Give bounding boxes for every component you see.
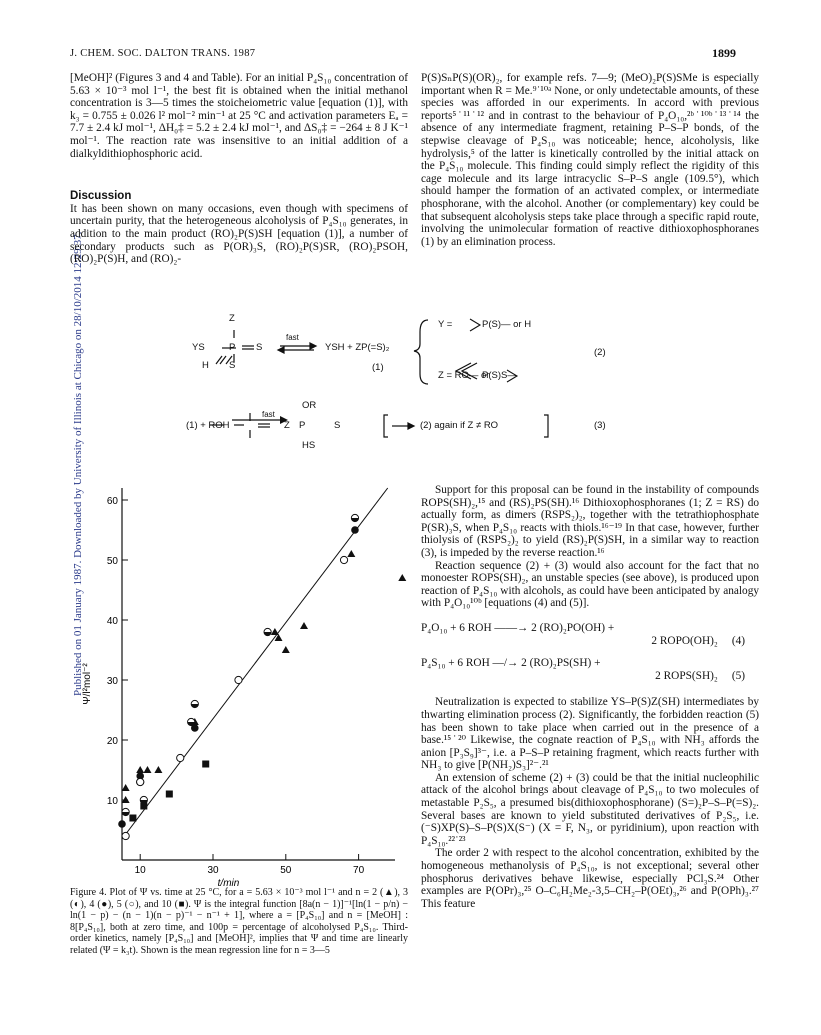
journal-header: J. CHEM. SOC. DALTON TRANS. 1987 xyxy=(70,48,256,59)
triangle-point xyxy=(282,646,290,653)
equation-number: (5) xyxy=(731,669,745,682)
scheme-or: OR xyxy=(302,400,317,411)
paragraph: Neutralization is expected to stabilize YS–P(S)Z(SH) intermediates by thwarting elimination process (2). Significantly, the forbidden reaction (5) has been shown to take place when carried out in the presence of a base.¹⁵˙²⁰ Likewise, the cognate reaction of P₄S₁₀ with NH₃ affords the anion [P₃S₉]³⁻, i.e. a P–S–P retaining fragment, which reacts further with NH₃ to give [P(NH₂)S₃]²⁻.²¹ xyxy=(421,696,759,772)
open-circle-point xyxy=(122,832,129,839)
scheme-s3: S xyxy=(334,420,341,431)
equation-number: (4) xyxy=(731,634,745,647)
filled-circle-point xyxy=(118,820,126,828)
equation-line: P₄S₁₀ + 6 ROH —/→ 2 (RO)₂PS(SH) + xyxy=(421,657,601,670)
scheme-p2: P xyxy=(299,420,306,431)
triangle-point xyxy=(143,766,151,773)
y-tick-label: 20 xyxy=(106,736,118,747)
equation-number: (2) xyxy=(594,347,606,358)
regression-line xyxy=(122,488,388,839)
y-tick-label: 50 xyxy=(106,556,118,567)
y-tick-label: 60 xyxy=(106,496,118,507)
scheme-ys: YS xyxy=(192,342,205,353)
paragraph: P(S)SₙP(S)(OR)₂, for example refs. 7—9; (MeO)₂P(S)SMe is especially important when R = Me.⁹˙¹⁰ᵃ None, or only undetectable amounts, of these species was afforded in our experiments. In accord with previous reports⁵˙¹¹˙¹² and in contrast to the behaviour of P₄O₁₀,²ᵇ˙¹⁰ᵇ˙¹³˙¹⁴ the absence of any intermediate fragment, retaining P–S–P bonds, of the stepwise cleavage of P₄S₁₀ was noticeable; hence, alcoholysis, like hydrolysis,⁵ of the latter is kinetically controlled by the initial attack on the P₄S₁₀ molecule. This finding could simply reflect the rigidity of this cage molecule and its large intracyclic S–P–S angle (109.5°), which should hamper the formation of an activated complex, or intermediate phosphorane, with the alcohol. Another (or complementary) key could be that subsequent alcoholysis steps take place through a specific rapid route, involving the unimolecular formation of reactive dithioxophosphoranes (1) by an elimination process. xyxy=(421,72,759,248)
equation-number: (3) xyxy=(594,420,606,431)
triangle-point xyxy=(154,766,162,773)
equation-line: P₄O₁₀ + 6 ROH ——→ 2 (RO)₂PO(OH) + xyxy=(421,621,615,634)
y-definition: Y = xyxy=(438,319,453,330)
triangle-point xyxy=(275,634,283,641)
scheme-lines xyxy=(170,318,790,468)
triangle-point xyxy=(398,574,406,581)
x-axis-label: t/min xyxy=(217,878,240,889)
open-circle-point xyxy=(177,754,184,761)
square-point xyxy=(129,815,136,822)
compound-label: (1) xyxy=(372,362,384,373)
filled-circle-point xyxy=(191,724,199,732)
scheme-z: Z xyxy=(229,313,235,324)
left-column xyxy=(70,72,408,266)
figure-4-chart xyxy=(70,480,410,890)
x-tick-label: 10 xyxy=(134,865,146,876)
right-column-bottom xyxy=(421,484,759,910)
x-tick-label: 30 xyxy=(207,865,219,876)
equation-line xyxy=(421,670,759,683)
paragraph: [MeOH]² (Figures 3 and 4 and Table). For an initial P₄S₁₀ concentration of 5.63 × 10⁻³ mol l⁻¹, the best fit is obtained when the initial methanol concentration is 3—5 times the stoicheiometric value [equation (1)], with k₃ = 0.755 ± 0.026 l² mol⁻² min⁻¹ at 25 °C and activation parameters Eₐ = 7.7 ± 2.4 kJ mol⁻¹, ΔH₀‡ = 5.2 ± 2.4 kJ mol⁻¹, and ΔS₀‡ = −264 ± 8 J K⁻¹ mol⁻¹. The reaction rate was insensitive to an initial addition of a dialkyldithiophosphoric acid. xyxy=(70,72,408,160)
scheme-h: H xyxy=(202,360,209,371)
triangle-point xyxy=(136,766,144,773)
paragraph: An extension of scheme (2) + (3) could be that the initial nucleophilic attack of the alcohol brings about cleavage of P₄S₁₀ to two molecules of metastable P₂S₅, a presumed bis(dithioxophosphorane) (S=)₂P–S–P(=S)₂. Several bases are known to yield substituted derivatives of P₂S₅, i.e. (⁻S)XP(S)–S–P(S)X(S⁻) (X = F, N₃, or pyridinium), upon reaction with P₄S₁₀.²²˙²³ xyxy=(421,771,759,847)
scheme-bracket-text: (2) again if Z ≠ RO xyxy=(420,420,499,431)
scheme-reactants: (1) + ROH xyxy=(186,420,230,431)
paragraph: It has been shown on many occasions, even though with specimens of uncertain purity, that the heterogeneous alcoholysis of P₄S₁₀ generates, in addition to the main product (RO)₂P(S)SH [equation (1)], a number of secondary products such as P(OR)₃S, (RO)₂P(S)SR, (RO)₂PSOH, (RO)₂P(S)H, and (RO)₂- xyxy=(70,202,408,266)
y-tick-label: 40 xyxy=(106,616,118,627)
scheme-z2: Z xyxy=(284,420,290,431)
open-circle-point xyxy=(340,556,347,563)
scheme-s2: S xyxy=(229,360,236,371)
z-definition-2: P(S)S— xyxy=(482,370,517,381)
equation-4 xyxy=(421,622,759,647)
download-notice: Published on 01 January 1987. Downloaded by University of Illinois at Chicago on 28/10/2014 12:29:37. xyxy=(72,231,84,696)
fast-label: fast xyxy=(286,333,299,342)
square-point xyxy=(140,803,147,810)
open-circle-point xyxy=(137,778,144,785)
scheme-p: P xyxy=(229,342,236,353)
paragraph: Support for this proposal can be found in the instability of compounds ROPS(SH)₂,¹⁵ and (RS)₂PS(SH).¹⁶ Dithioxophosphoranes (1; Z = RS) do actually form, as dimers (RSPS₂)₂, together with the tetrathiophosphate P(SR)₃S, when P₄S₁₀ reacts with thiols.¹⁶⁻¹⁹ In that case, however, further thiolysis of (RSPS₂)₂ to yield (RS)₂P(S)SH, in a similar way to reaction (3), is impeded by the reverse reaction.¹⁶ xyxy=(421,484,759,559)
triangle-point xyxy=(122,784,130,791)
square-point xyxy=(166,791,173,798)
fast-label: fast xyxy=(262,410,275,419)
equation-line xyxy=(421,635,759,648)
paragraph: The order 2 with respect to the alcohol concentration, exhibited by the homogeneous methanolysis of P₄S₁₀, is not exceptional; several other phosphorus derivatives behave likewise, especially PCl₃S.²⁴ Other examples are P(OPr)₃,²⁵ O–C₆H₂Me₂-3,5–CH₂–P(OEt)₃,²⁶ and P(OPh)₃.²⁷ This feature xyxy=(421,847,759,910)
page-number: 1899 xyxy=(712,46,736,60)
figure-caption: Figure 4. Plot of Ψ vs. time at 25 °C, for a = 5.63 × 10⁻³ mol l⁻¹ and n = 2 (▲), 3 (◐), 4 (●), 5 (○), and 10 (■). Ψ is the integral function [8a(n − 1)]⁻¹[ln(1 − p/n) − ln(1 − p) − (n − 1)(n − p)⁻¹ − n⁻¹ + 1], where a = [P₄S₁₀] and n = [MeOH] : 8[P₄S₁₀], both at zero time, and 100p = percentage of alcoholysed P₄S₁₀. Third-order kinetics, namely [P₄S₁₀] and [MeOH]², implies that Ψ and time are linearly related (Ψ = k₃t). Shown is the mean regression line for n = 3—5 xyxy=(70,887,408,956)
z-definition: Z = RO— or xyxy=(438,370,490,381)
scheme-s: S xyxy=(256,342,263,353)
open-circle-point xyxy=(235,676,242,683)
equation-product: 2 ROPO(OH)₂ xyxy=(651,634,718,647)
x-tick-label: 50 xyxy=(280,865,292,876)
y-bond-lines xyxy=(468,316,488,334)
x-tick-label: 70 xyxy=(353,865,365,876)
triangle-point xyxy=(271,628,279,635)
section-heading: Discussion xyxy=(70,190,132,203)
paragraph: Reaction sequence (2) + (3) would also account for the fact that no monoester ROPS(SH)₂, an unstable species (see above), is produced upon reaction of P₄S₁₀ with alcohols, as could have been anticipated by analogy with P₄O₁₀¹⁰ᵇ [equations (4) and (5)]. xyxy=(421,559,759,610)
arrow-icon xyxy=(232,412,292,428)
y-axis-label: Ψ/l²mol⁻² xyxy=(82,663,93,705)
triangle-point xyxy=(347,550,355,557)
y-tick-label: 10 xyxy=(106,796,118,807)
y-tick-label: 30 xyxy=(106,676,118,687)
scheme-products: YSH + ZP(=S)₂ xyxy=(325,342,390,353)
square-point xyxy=(202,761,209,768)
triangle-point xyxy=(300,622,308,629)
scheme-hs: HS xyxy=(302,440,316,451)
right-column-top xyxy=(421,72,759,248)
y-definition-2: P(S)— or H xyxy=(482,319,532,330)
z-bond-lines xyxy=(505,367,525,385)
equation-5 xyxy=(421,657,759,682)
equation-product: 2 ROPS(SH)₂ xyxy=(655,669,718,682)
filled-circle-point xyxy=(351,526,359,534)
